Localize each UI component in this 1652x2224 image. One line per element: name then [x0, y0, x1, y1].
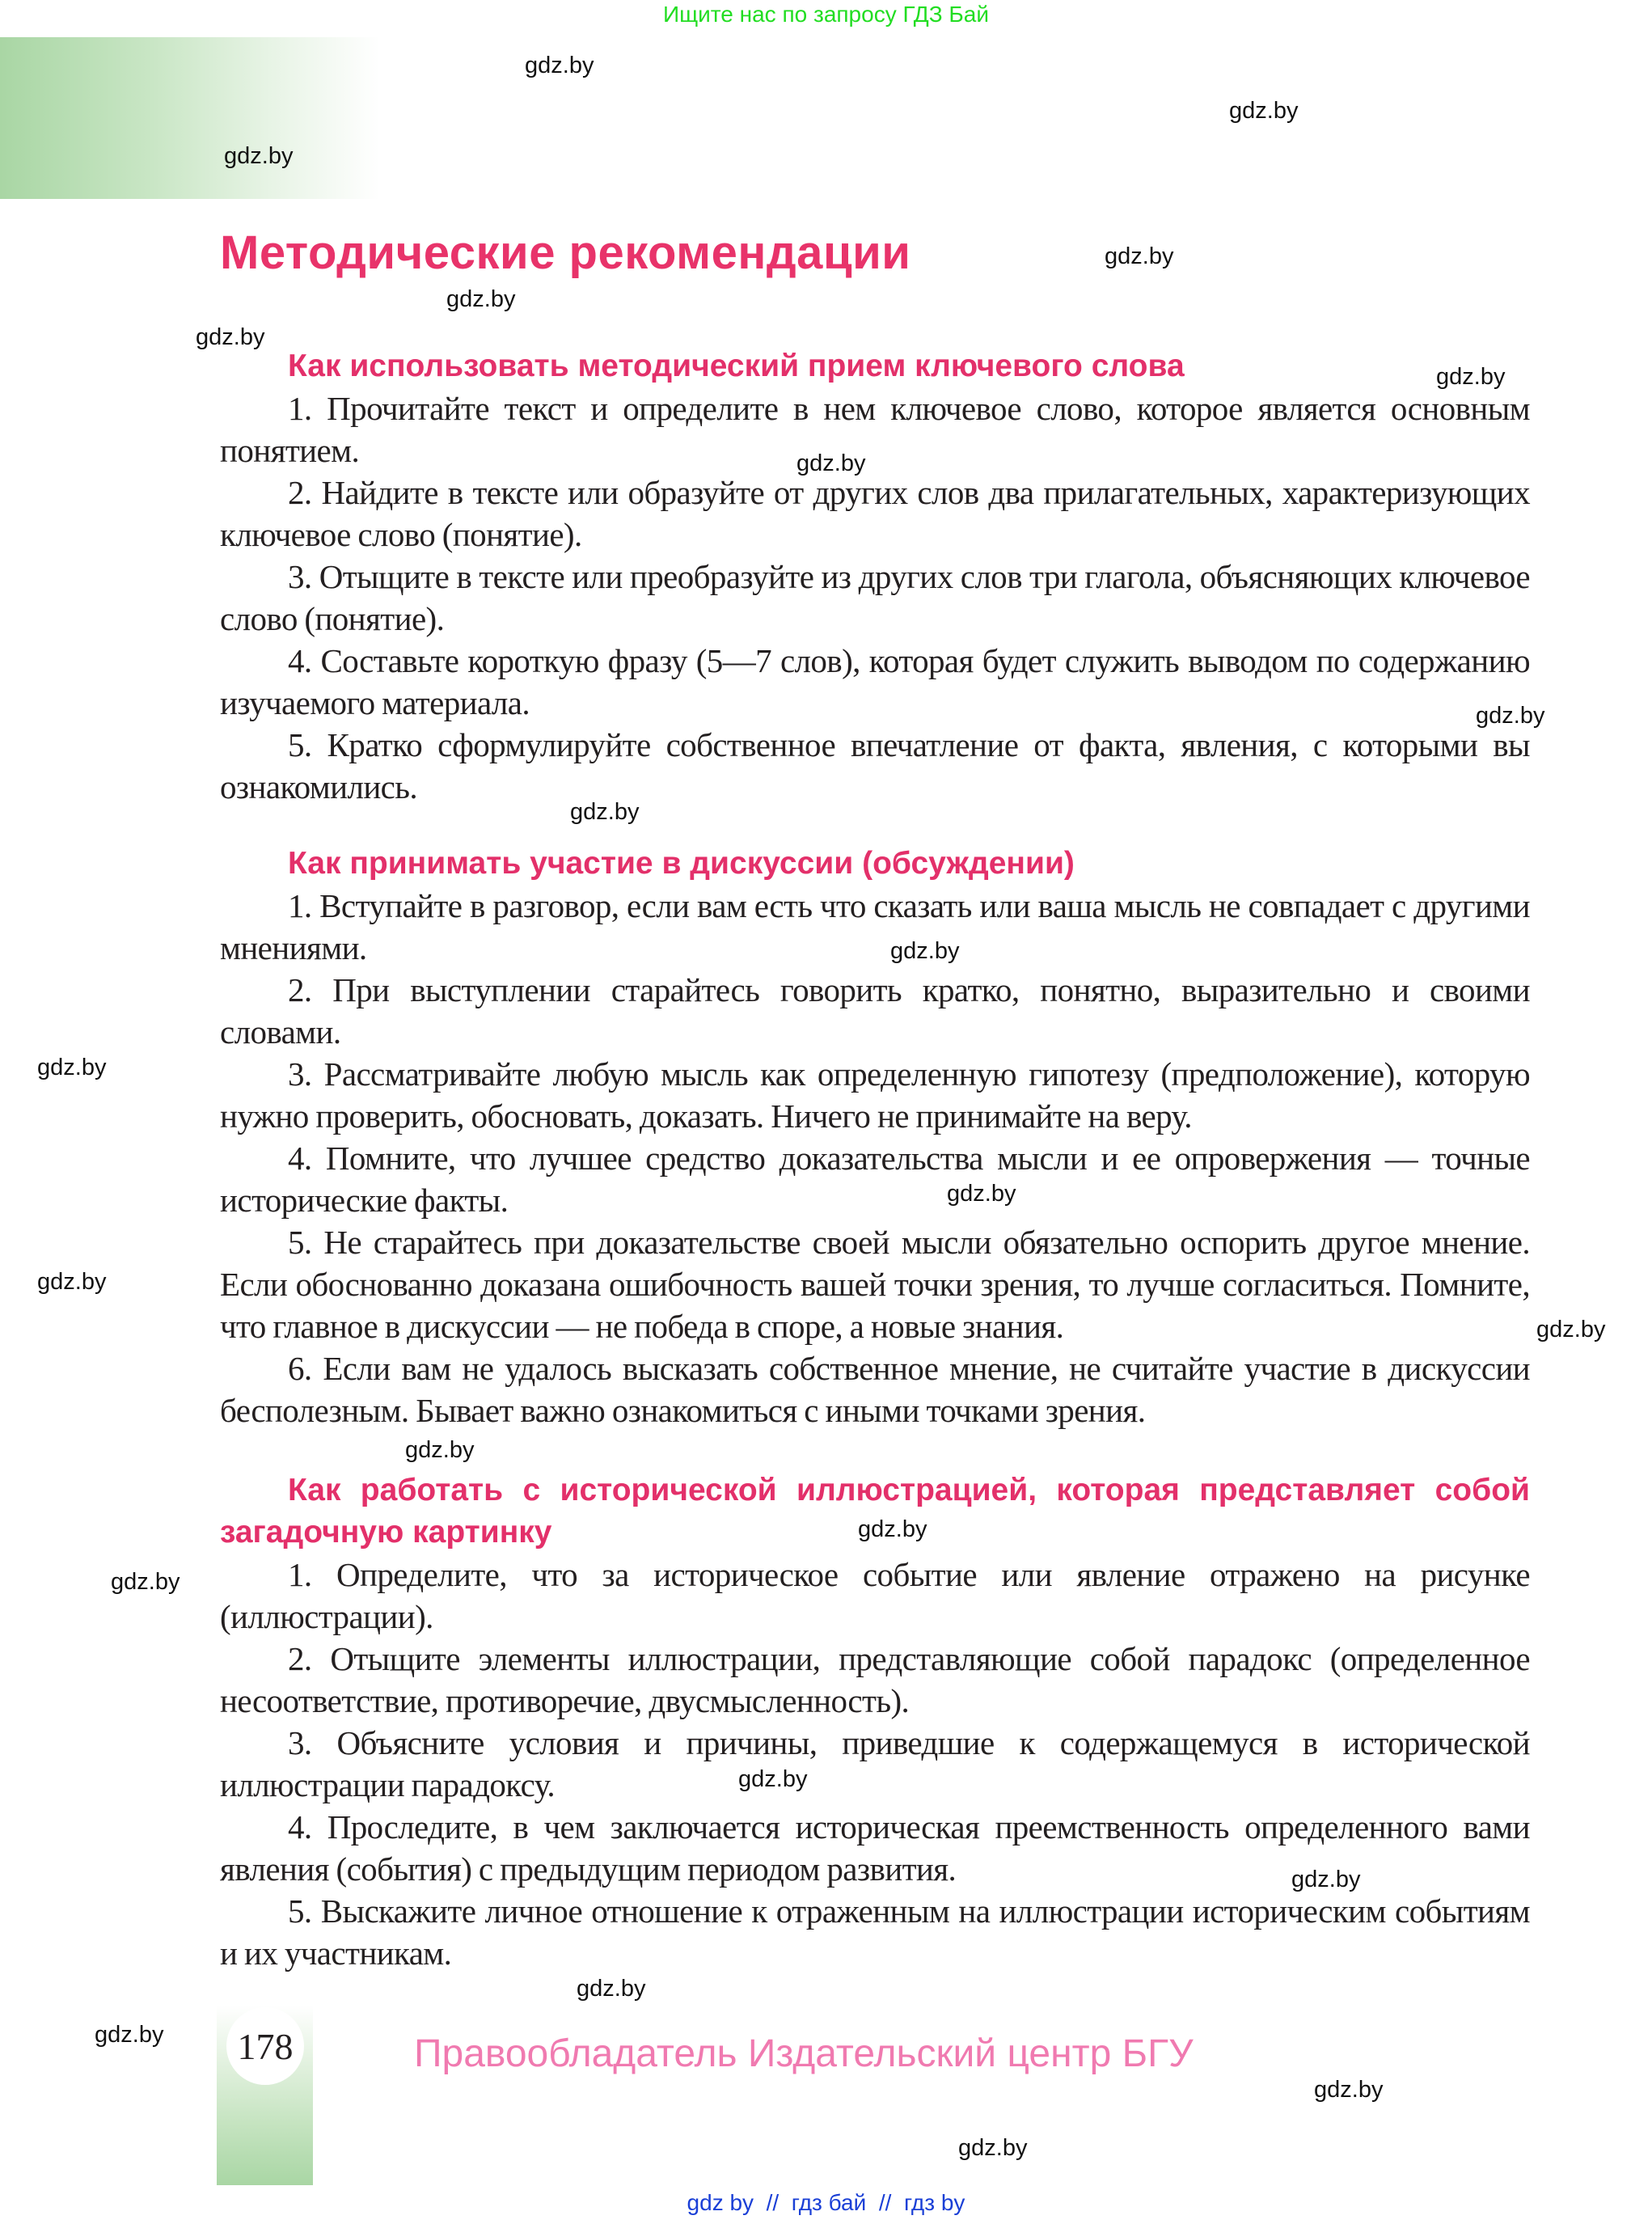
watermark: gdz.by: [858, 1516, 927, 1542]
watermark: gdz.by: [1536, 1317, 1606, 1342]
watermark: gdz.by: [446, 286, 516, 312]
list-item: 5. Не старайтесь при доказательстве своей мысли обязательно оспорить другое мнение. Если обоснованно доказана ошибочность вашей точки зрения, то лучше согласиться. Помните, что главное в дискуссии — не победа в споре, а новые знания.: [220, 1224, 1530, 1345]
watermark: gdz.by: [1229, 98, 1299, 124]
list-item: 6. Если вам не удалось высказать собственное мнение, не считайте участие в дискуссии бесполезным. Бывает важно ознакомиться с иными точками зрения.: [220, 1350, 1530, 1429]
copyright-notice: Правообладатель Издательский центр БГУ: [414, 2032, 1194, 2075]
page-title: Методические рекомендации: [220, 226, 911, 279]
list-item: 2. Найдите в тексте или образуйте от других слов два прилагательных, характеризующих ключевое слово (понятие).: [220, 474, 1530, 553]
watermark: gdz.by: [37, 1269, 107, 1295]
watermark: gdz.by: [738, 1766, 808, 1792]
list-item: 4. Составьте короткую фразу (5—7 слов), которая будет служить выводом по содержанию изучаемого материала.: [220, 642, 1530, 721]
watermark: gdz.by: [796, 450, 866, 476]
watermark: gdz.by: [1436, 364, 1506, 390]
watermark: gdz.by: [1291, 1867, 1361, 1892]
list-item: 2. При выступлении старайтесь говорить кратко, понятно, выразительно и своими словами.: [220, 971, 1530, 1051]
link-separator: //: [766, 2190, 780, 2215]
section-keyword-method: [220, 345, 1530, 808]
list-item: 1. Прочитайте текст и определите в нем ключевое слово, которое является основным понятием.: [220, 390, 1530, 469]
link-gdz-by[interactable]: gdz by: [687, 2190, 754, 2215]
watermark: gdz.by: [947, 1181, 1016, 1207]
section-discussion: [220, 843, 1530, 1431]
header-green-band: [0, 37, 380, 199]
list-item: 5. Кратко сформулируйте собственное впечатление от факта, явления, с которыми вы ознакомились.: [220, 726, 1530, 805]
bottom-links: [0, 2190, 1652, 2216]
watermark: gdz.by: [1476, 703, 1545, 729]
page-number: 178: [226, 2007, 304, 2085]
list-item: 4. Проследите, в чем заключается историческая преемственность определенного вами явления (события) с предыдущим периодом развития.: [220, 1808, 1530, 1888]
top-banner[interactable]: Ищите нас по запросу ГДЗ Бай: [662, 2, 990, 27]
list-item: 1. Определите, что за историческое событие или явление отражено на рисунке (иллюстрации).: [220, 1556, 1530, 1635]
section-heading: Как использовать методический прием ключевого слова: [288, 349, 1185, 383]
watermark: gdz.by: [570, 799, 640, 825]
watermark: gdz.by: [224, 143, 294, 169]
link-separator: //: [878, 2190, 892, 2215]
watermark: gdz.by: [1314, 2077, 1384, 2103]
list-item: 3. Отыщите в тексте или преобразуйте из других слов три глагола, объясняющих ключевое слово (понятие).: [220, 558, 1530, 637]
watermark: gdz.by: [958, 2135, 1028, 2161]
list-item: 2. Отыщите элементы иллюстрации, представляющие собой парадокс (определенное несоответствие, противоречие, двусмысленность).: [220, 1640, 1530, 1719]
watermark: gdz.by: [577, 1976, 646, 2002]
watermark: gdz.by: [196, 324, 265, 350]
list-item: 3. Объясните условия и причины, приведшие к содержащемуся в исторической иллюстрации парадоксу.: [220, 1724, 1530, 1803]
watermark: gdz.by: [405, 1437, 475, 1463]
watermark: gdz.by: [95, 2022, 164, 2048]
section-illustration: [220, 1469, 1530, 1974]
link-gdz-bai[interactable]: гдз бай: [791, 2190, 867, 2215]
list-item: 3. Рассматривайте любую мысль как определенную гипотезу (предположение), которую нужно проверить, обосновать, доказать. Ничего не принимайте на веру.: [220, 1055, 1530, 1135]
link-gdz-by-cyr[interactable]: гдз by: [903, 2190, 965, 2215]
watermark: gdz.by: [37, 1055, 107, 1080]
list-item: 5. Выскажите личное отношение к отраженным на иллюстрации историческим событиям и их участникам.: [220, 1892, 1530, 1972]
list-item: 1. Вступайте в разговор, если вам есть что сказать или ваша мысль не совпадает с другими мнениями.: [220, 887, 1530, 966]
list-item: 4. Помните, что лучшее средство доказательства мысли и ее опровержения — точные исторические факты.: [220, 1139, 1530, 1219]
watermark: gdz.by: [890, 938, 960, 964]
watermark: gdz.by: [111, 1569, 180, 1595]
watermark: gdz.by: [525, 53, 594, 78]
section-heading: Как работать с исторической иллюстрацией, которая представляет собой загадочную картинку: [220, 1473, 1530, 1550]
section-heading: Как принимать участие в дискуссии (обсуждении): [288, 846, 1075, 881]
watermark: gdz.by: [1105, 243, 1174, 269]
